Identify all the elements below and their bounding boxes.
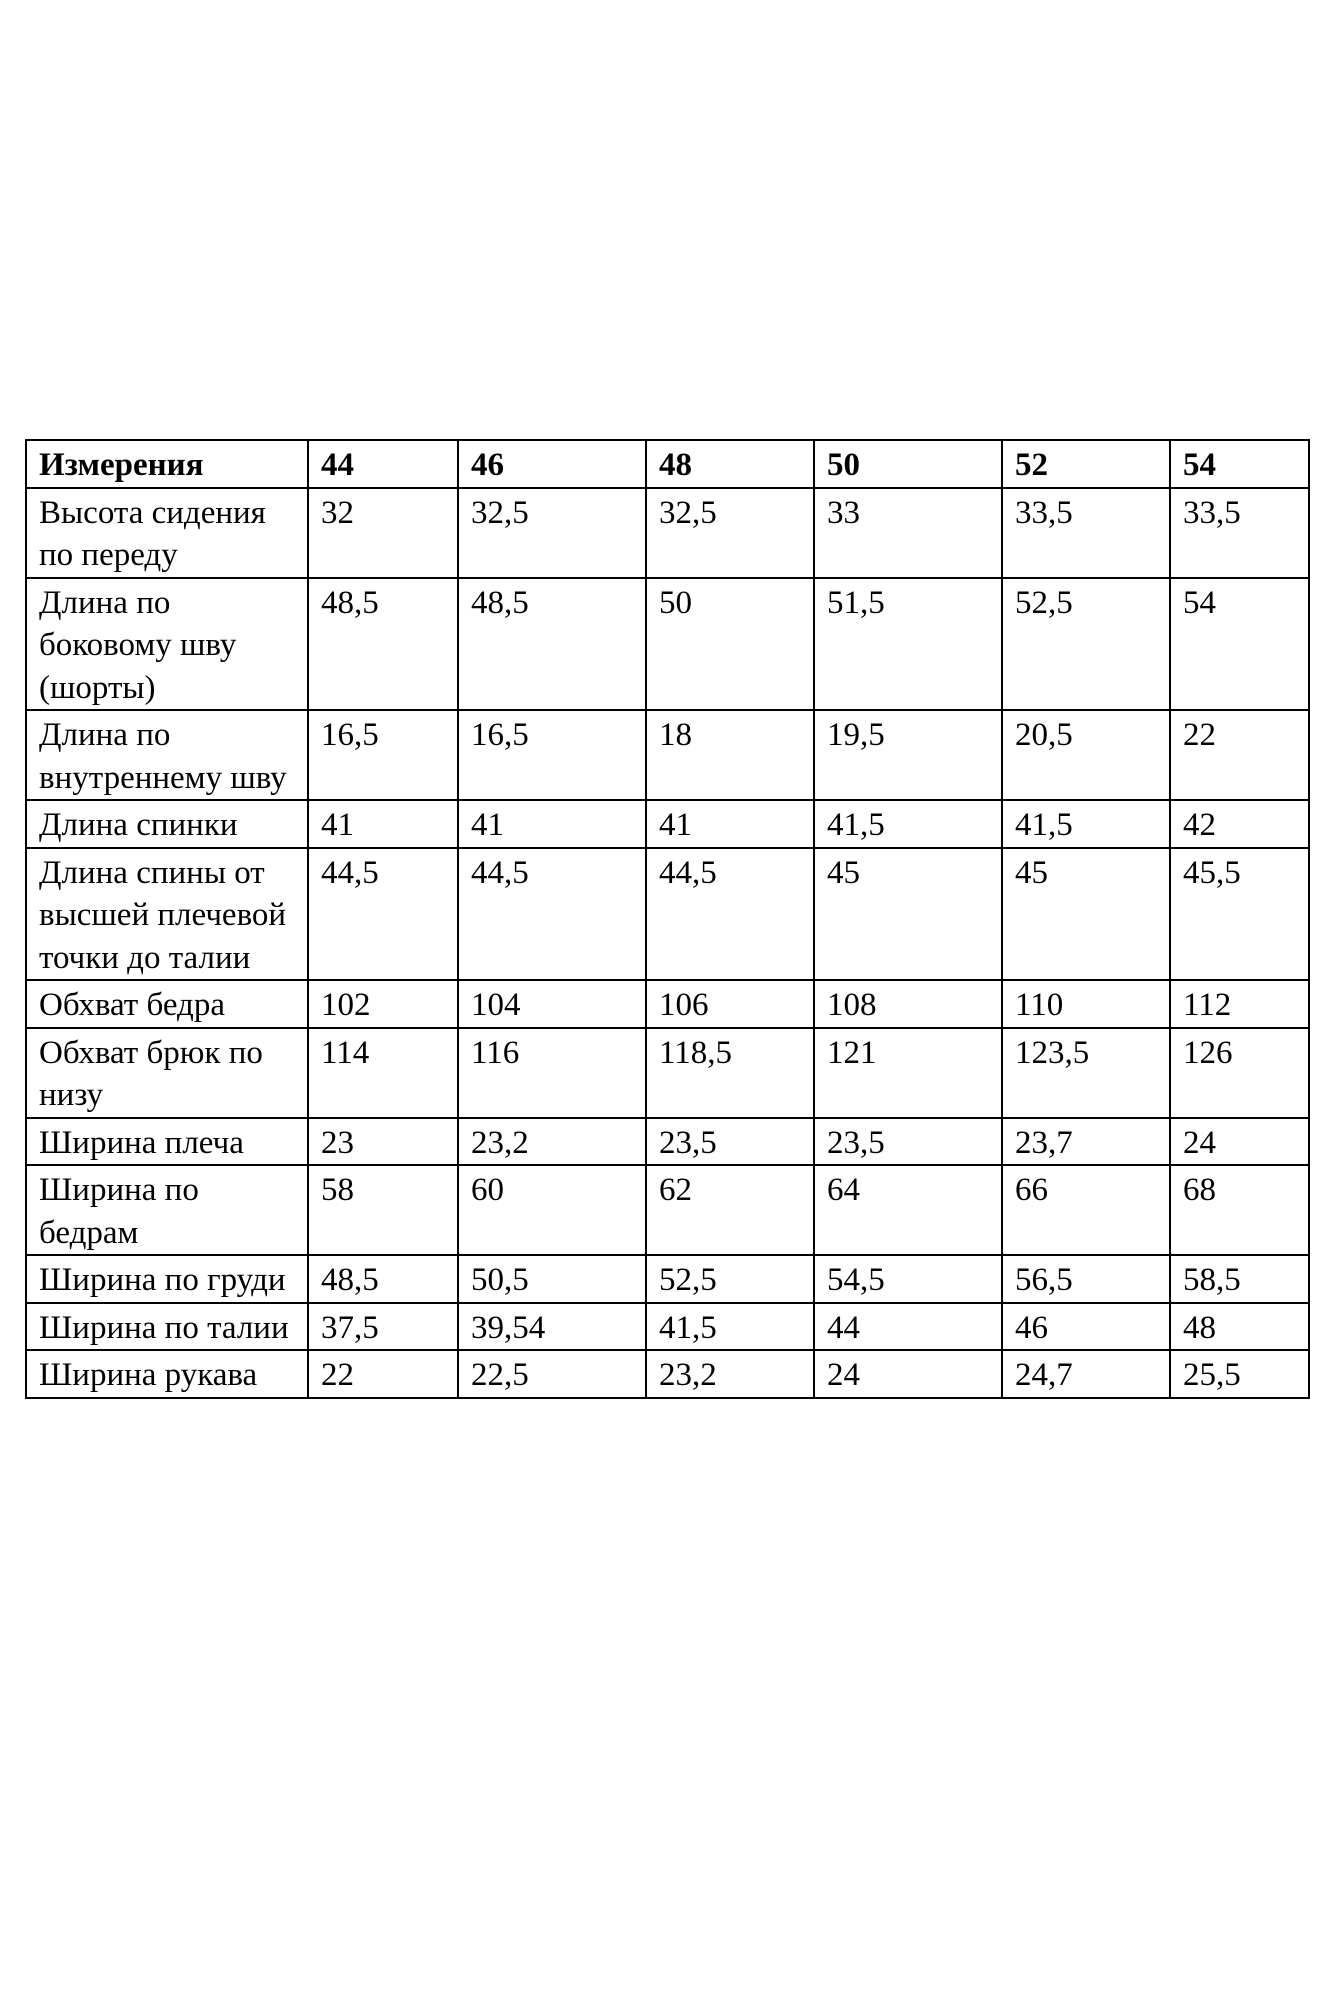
table-cell: 60: [458, 1165, 646, 1255]
header-cell: Измерения: [26, 440, 308, 488]
table-row: [26, 578, 1309, 711]
table-cell: 106: [646, 980, 814, 1028]
table-row: [26, 980, 1309, 1028]
row-label: Высота сидения по переду: [26, 488, 308, 578]
table-cell: 44,5: [646, 848, 814, 981]
table-cell: 33,5: [1170, 488, 1309, 578]
row-label: Ширина по груди: [26, 1255, 308, 1303]
row-label: Обхват брюк по низу: [26, 1028, 308, 1118]
table-cell: 41,5: [646, 1303, 814, 1351]
table-cell: 52,5: [1002, 578, 1170, 711]
table-cell: 23,5: [646, 1118, 814, 1166]
table-cell: 19,5: [814, 710, 1002, 800]
table-cell: 23,7: [1002, 1118, 1170, 1166]
table-cell: 44: [814, 1303, 1002, 1351]
table-cell: 22,5: [458, 1350, 646, 1398]
table-cell: 32,5: [646, 488, 814, 578]
table-cell: 110: [1002, 980, 1170, 1028]
table-cell: 114: [308, 1028, 458, 1118]
table-cell: 20,5: [1002, 710, 1170, 800]
table-cell: 44,5: [458, 848, 646, 981]
table-cell: 24: [814, 1350, 1002, 1398]
table-row: [26, 710, 1309, 800]
table-row: [26, 1303, 1309, 1351]
table-cell: 45: [1002, 848, 1170, 981]
table-cell: 48,5: [308, 1255, 458, 1303]
table-cell: 16,5: [308, 710, 458, 800]
table-cell: 41,5: [814, 800, 1002, 848]
row-label: Ширина рукава: [26, 1350, 308, 1398]
table-cell: 23,5: [814, 1118, 1002, 1166]
table-cell: 24: [1170, 1118, 1309, 1166]
table-cell: 58: [308, 1165, 458, 1255]
table-cell: 54: [1170, 578, 1309, 711]
table-cell: 104: [458, 980, 646, 1028]
table-cell: 33: [814, 488, 1002, 578]
table-cell: 22: [308, 1350, 458, 1398]
row-label: Ширина по бедрам: [26, 1165, 308, 1255]
table-row: [26, 1165, 1309, 1255]
row-label: Длина спинки: [26, 800, 308, 848]
table-cell: 52,5: [646, 1255, 814, 1303]
table-cell: 51,5: [814, 578, 1002, 711]
table-cell: 121: [814, 1028, 1002, 1118]
table-row: [26, 1028, 1309, 1118]
table-cell: 68: [1170, 1165, 1309, 1255]
header-cell: 46: [458, 440, 646, 488]
table-cell: 48,5: [458, 578, 646, 711]
table-cell: 48,5: [308, 578, 458, 711]
table-cell: 25,5: [1170, 1350, 1309, 1398]
table-row: [26, 848, 1309, 981]
table-row: [26, 800, 1309, 848]
row-label: Ширина плеча: [26, 1118, 308, 1166]
table-cell: 66: [1002, 1165, 1170, 1255]
table-cell: 18: [646, 710, 814, 800]
table-cell: 118,5: [646, 1028, 814, 1118]
table-cell: 41: [458, 800, 646, 848]
header-cell: 54: [1170, 440, 1309, 488]
table-cell: 102: [308, 980, 458, 1028]
table-cell: 33,5: [1002, 488, 1170, 578]
row-label: Длина по боковому шву (шорты): [26, 578, 308, 711]
table-cell: 112: [1170, 980, 1309, 1028]
table-cell: 41: [308, 800, 458, 848]
table-cell: 50: [646, 578, 814, 711]
row-label: Обхват бедра: [26, 980, 308, 1028]
table-row: [26, 1118, 1309, 1166]
table-cell: 108: [814, 980, 1002, 1028]
table-cell: 50,5: [458, 1255, 646, 1303]
size-table: [25, 439, 1310, 1399]
table-cell: 58,5: [1170, 1255, 1309, 1303]
table-cell: 62: [646, 1165, 814, 1255]
table-cell: 42: [1170, 800, 1309, 848]
table-body: [26, 488, 1309, 1398]
table-cell: 64: [814, 1165, 1002, 1255]
table-cell: 46: [1002, 1303, 1170, 1351]
row-label: Ширина по талии: [26, 1303, 308, 1351]
header-cell: 50: [814, 440, 1002, 488]
table-cell: 24,7: [1002, 1350, 1170, 1398]
table-cell: 39,54: [458, 1303, 646, 1351]
table-cell: 116: [458, 1028, 646, 1118]
table-cell: 16,5: [458, 710, 646, 800]
header-cell: 48: [646, 440, 814, 488]
table-cell: 22: [1170, 710, 1309, 800]
table-row: [26, 488, 1309, 578]
header-row: [26, 440, 1309, 488]
table-cell: 32,5: [458, 488, 646, 578]
row-label: Длина спины от высшей плечевой точки до талии: [26, 848, 308, 981]
table-cell: 48: [1170, 1303, 1309, 1351]
table-cell: 56,5: [1002, 1255, 1170, 1303]
size-chart: [25, 439, 1308, 1399]
table-cell: 32: [308, 488, 458, 578]
table-cell: 44,5: [308, 848, 458, 981]
table-cell: 23,2: [646, 1350, 814, 1398]
table-cell: 23: [308, 1118, 458, 1166]
row-label: Длина по внутреннему шву: [26, 710, 308, 800]
table-cell: 41,5: [1002, 800, 1170, 848]
table-cell: 37,5: [308, 1303, 458, 1351]
table-row: [26, 1255, 1309, 1303]
table-cell: 45,5: [1170, 848, 1309, 981]
table-cell: 41: [646, 800, 814, 848]
header-cell: 52: [1002, 440, 1170, 488]
table-cell: 123,5: [1002, 1028, 1170, 1118]
table-cell: 54,5: [814, 1255, 1002, 1303]
header-cell: 44: [308, 440, 458, 488]
table-cell: 45: [814, 848, 1002, 981]
table-cell: 23,2: [458, 1118, 646, 1166]
table-row: [26, 1350, 1309, 1398]
table-cell: 126: [1170, 1028, 1309, 1118]
